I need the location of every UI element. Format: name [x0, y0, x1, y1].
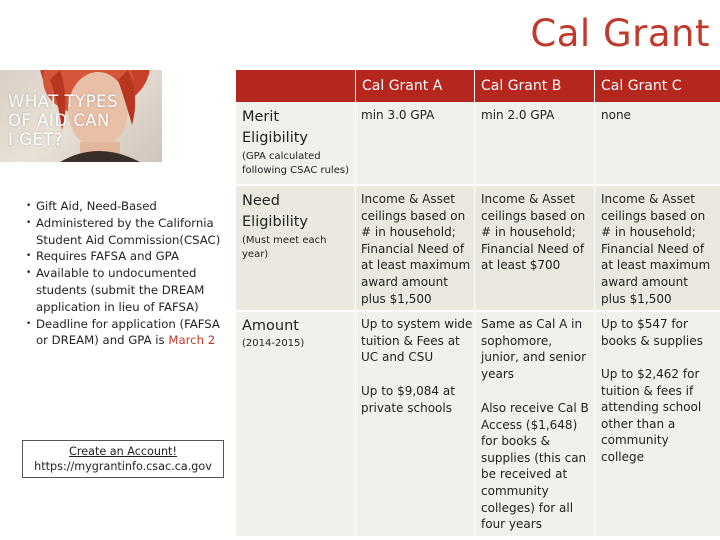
row-sub-amount: (2014-2015) [242, 338, 305, 349]
cell-amount-c-1: Up to $547 for books & supplies [601, 317, 703, 348]
deadline-date: March 2 [168, 333, 216, 348]
cell-amount-b-2: Also receive Cal B Access ($1,648) for books & supplies (this can be received at community colleges) for all four years [481, 401, 589, 532]
column-header-cal-grant-c: Cal Grant C [601, 78, 682, 94]
cell-need-c: Income & Asset ceilings based on # in household; Financial Need of at least maximum award amount plus $1,500 [601, 192, 711, 306]
info-bullets [26, 198, 226, 349]
cell-amount-b-1: Same as Cal A in sophomore, junior, and senior years [481, 317, 587, 381]
cell-merit-a: min 3.0 GPA [361, 108, 435, 122]
header-photo [0, 70, 162, 162]
create-account-box [22, 440, 224, 478]
column-header-cal-grant-b: Cal Grant B [481, 78, 562, 94]
cell-merit-c: none [601, 108, 631, 122]
cell-amount-a-2: Up to $9,084 at private schools [361, 384, 455, 415]
row-label-need: Need Eligibility [242, 193, 309, 230]
page-title: Cal Grant [530, 12, 710, 55]
create-account-link[interactable]: Create an Account! [69, 445, 177, 458]
cell-merit-b: min 2.0 GPA [481, 108, 555, 122]
bullet-item: • Gift Aid, Need-Based [26, 198, 226, 215]
photo-caption: WHAT TYPES OF AID CAN I GET? [8, 92, 119, 149]
cell-need-b: Income & Asset ceilings based on # in household; Financial Need of at least $700 [481, 192, 586, 273]
cell-amount-a-1: Up to system wide tuition & Fees at UC and CSU [361, 317, 473, 365]
account-url[interactable]: https://mygrantinfo.csac.ca.gov [34, 460, 212, 473]
row-label-amount: Amount [242, 318, 299, 334]
cell-amount-c-2: Up to $2,462 for tuition & fees if attending school other than a community college [601, 367, 702, 464]
title-bar [0, 0, 720, 70]
row-sub-need: (Must meet each year) [242, 235, 327, 260]
row-sub-merit: (GPA calculated following CSAC rules) [242, 151, 349, 176]
bullet-item: • Available to undocumented students (submit the DREAM application in lieu of FAFSA) [26, 265, 226, 315]
column-header-cal-grant-a: Cal Grant A [362, 78, 443, 94]
bullet-item: • Requires FAFSA and GPA [26, 248, 226, 265]
bullet-item: • Deadline for application (FAFSA or DREAM) and GPA is March 2 [26, 316, 226, 350]
row-label-merit: Merit Eligibility [242, 109, 309, 146]
cell-need-a: Income & Asset ceilings based on # in household; Financial Need of at least maximum award amount plus $1,500 [361, 192, 471, 306]
bullet-item: • Administered by the California Student Aid Commission(CSAC) [26, 215, 226, 249]
